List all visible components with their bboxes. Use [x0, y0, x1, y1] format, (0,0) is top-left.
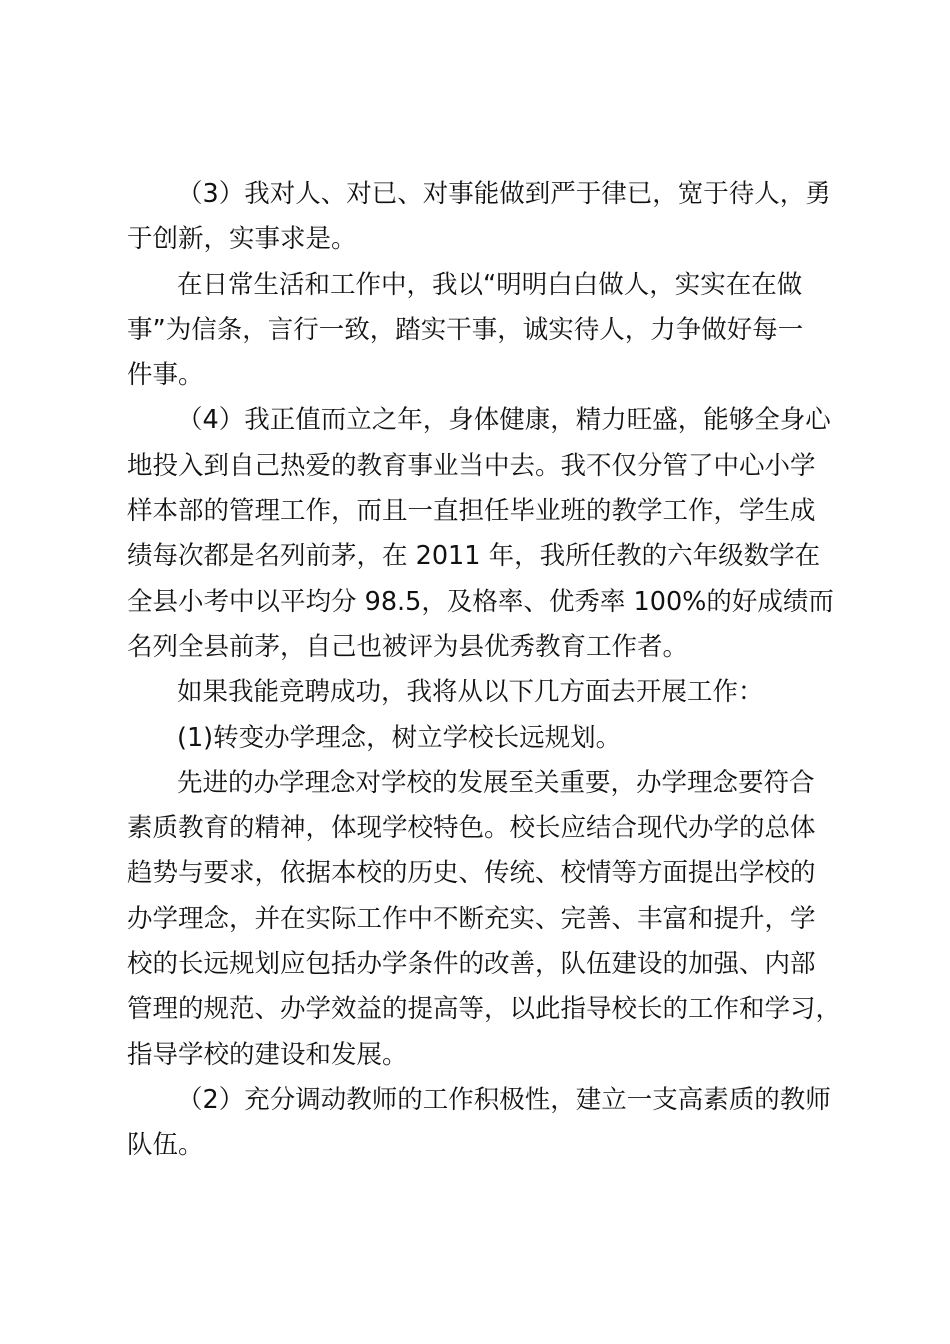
text-line: (1)转变办学理念，树立学校长远规划。	[177, 722, 622, 753]
text-line: 队伍。	[127, 1130, 204, 1161]
text-line: 在日常生活和工作中，我以“明明白白做人，实实在在做	[177, 269, 803, 300]
text-line: 趋势与要求，依据本校的历史、传统、校情等方面提出学校的	[127, 858, 816, 889]
text-line: 名列全县前茅，自己也被评为县优秀教育工作者。	[127, 631, 689, 662]
text-line: 管理的规范、办学效益的提高等，以此指导校长的工作和学习，	[127, 994, 842, 1025]
text-line: 先进的办学理念对学校的发展至关重要，办学理念要符合	[177, 767, 815, 798]
text-line: 指导学校的建设和发展。	[127, 1039, 408, 1070]
text-line: 地投入到自己热爱的教育事业当中去。我不仅分管了中心小学	[127, 450, 816, 481]
text-line: 件事。	[127, 360, 204, 391]
text-line: 全县小考中以平均分 98.5，及格率、优秀率 100%的好成绩而	[127, 586, 834, 617]
text-line: 校的长远规划应包括办学条件的改善，队伍建设的加强、内部	[127, 949, 816, 980]
text-line: （2）充分调动教师的工作积极性，建立一支高素质的教师	[177, 1084, 831, 1115]
text-line: 样本部的管理工作，而且一直担任毕业班的教学工作，学生成	[127, 496, 816, 527]
text-line: （4）我正值而立之年，身体健康，精力旺盛，能够全身心	[177, 405, 831, 436]
document-body	[127, 172, 842, 1169]
text-line: 办学理念，并在实际工作中不断充实、完善、丰富和提升，学	[127, 903, 816, 934]
text-line: （3）我对人、对已、对事能做到严于律已，宽于待人，勇	[177, 179, 831, 209]
text-line: 素质教育的精神，体现学校特色。校长应结合现代办学的总体	[127, 813, 816, 844]
text-line: 如果我能竞聘成功，我将从以下几方面去开展工作：	[177, 677, 764, 708]
text-line: 绩每次都是名列前茅，在 2011 年，我所任教的六年级数学在	[127, 541, 821, 572]
text-line: 于创新，实事求是。	[127, 224, 357, 255]
text-line: 事”为信条，言行一致，踏实干事，诚实待人，力争做好每一	[127, 314, 804, 345]
